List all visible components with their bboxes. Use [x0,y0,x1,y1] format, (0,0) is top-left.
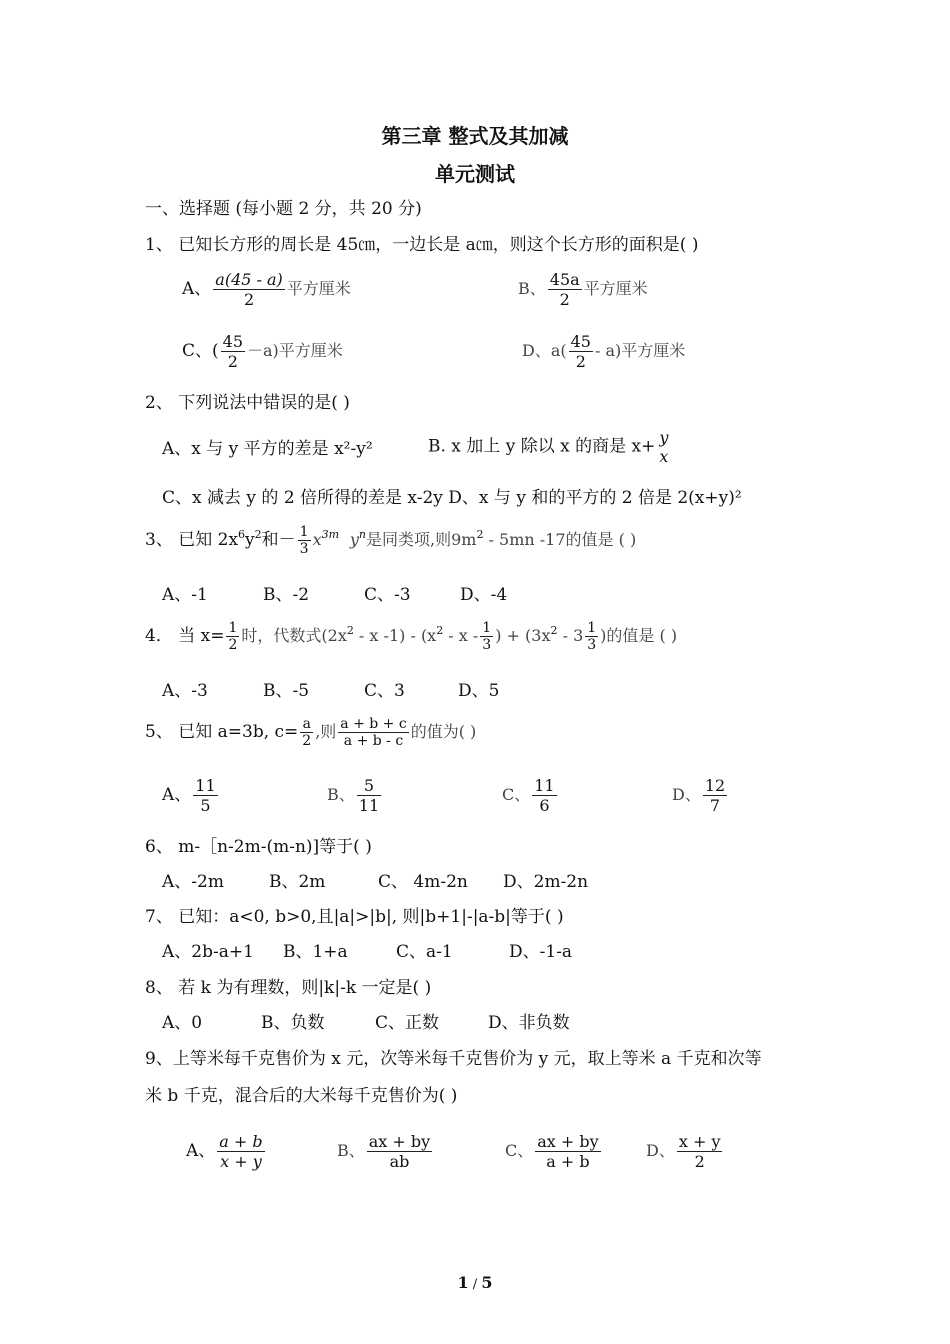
question-1: 1、 已知长方形的周长是 45㎝，一边长是 a㎝，则这个长方形的面积是( ) [145,235,699,255]
q4-option-c: C、3 [364,681,405,701]
question-3: 3、 已知 $2x^6y^2$和－ $\frac{1}{3}$ $x^{3m}$ $y^n$是同类项,则$9m^2 - 5mn$ -17的值是 ( ) [145,524,637,557]
q7-option-c: C、a-1 [396,942,453,962]
page-number: 1 / 5 [457,1273,493,1292]
q3-option-c: C、-3 [364,585,411,605]
q7-option-a: A、2b-a+1 [162,942,254,962]
page-subtitle: 单元测试 [435,162,515,186]
q5-option-c: C、 $\frac{11}{6}$ [502,776,555,815]
question-9-line-1: 9、上等米每千克售价为 x 元，次等米每千克售价为 y 元，取上等米 a 千克和次等 [145,1049,762,1069]
section-heading: 一、选择题 (每小题 2 分，共 20 分) [145,199,422,219]
q7-option-b: B、1+a [283,942,348,962]
q4-option-b: B、-5 [263,681,310,701]
q9-option-b: B、 $\frac{ax + by}{ab}$ [337,1132,431,1171]
q3-option-a: A、-1 [162,585,208,605]
q6-option-b: B、2m [269,872,326,892]
q3-option-b: B、-2 [263,585,310,605]
q6-option-c: C、 4m-2n [378,872,468,892]
question-8: 8、 若 k 为有理数，则|k|-k 一定是( ) [145,978,432,998]
q3-option-d: D、-4 [460,585,508,605]
q2-option-b: B. x 加上 y 除以 x 的商是 x+ y x [428,428,669,466]
q5-option-b: B、 $\frac{5}{11}$ [327,776,380,815]
q6-option-a: A、-2m [162,872,224,892]
question-7: 7、 已知：a<0, b>0,且|a|>|b|, 则|b+1|-|a-b|等于( ) [145,907,564,927]
q9-option-a: A、 $\frac{a + b}{x + y}$ [186,1132,263,1171]
q8-option-d: D、非负数 [488,1013,570,1033]
q9-option-c: C、 $\frac{ax + by}{a + b}$ [505,1132,599,1171]
q1-option-c: C、( $\frac{45}{2}$ －a)平方厘米 [182,332,343,371]
q8-option-a: A、0 [162,1013,203,1033]
q4-option-d: D、5 [458,681,500,701]
q9-option-d: D、 $\frac{x + y}{2}$ [646,1132,721,1171]
q5-option-a: A、 $\frac{11}{5}$ [162,776,216,815]
q6-option-d: D、2m-2n [503,872,589,892]
question-6: 6、 m-［n-2m-(m-n)]等于( ) [145,837,372,857]
q8-option-b: B、负数 [261,1013,325,1033]
q4-option-a: A、-3 [162,681,208,701]
question-2: 2、 下列说法中错误的是( ) [145,393,350,413]
q1-option-b: B、 $\frac{45a}{2}$ 平方厘米 [518,270,648,309]
question-4: 4． 当 x= $\frac{1}{2}$ 时，代数式($2x^2$ - x $-1) - (x^2$ - x - $\frac{1}{3}$ ) + ($3x^2 - 3$ $\frac{1}{3}$ )的值是 ( ) [145,620,678,653]
q1-option-d: D、a( $\frac{45}{2}$ - a)平方厘米 [522,332,686,371]
q2-option-a: A、x 与 y 平方的差是 x²-y² [162,439,373,459]
q7-option-d: D、-1-a [509,942,573,962]
question-9-line-2: 米 b 千克，混合后的大米每千克售价为( ) [145,1086,458,1106]
page-title: 第三章 整式及其加减 [381,124,569,148]
q1-option-a: A、 $\frac{a(45 - a)}{2}$ 平方厘米 [182,270,351,309]
question-5: 5、 已知 a=3b, c= $\frac{a}{2}$ ,则 $\frac{a + b + c}{a + b - c}$ 的值为( ) [145,716,477,749]
q2-option-cd: C、x 减去 y 的 2 倍所得的差是 x-2y D、x 与 y 和的平方的 2 倍是 2(x+y)² [162,488,742,508]
q5-option-d: D、 $\frac{12}{7}$ [672,776,726,815]
q8-option-c: C、正数 [375,1013,440,1033]
